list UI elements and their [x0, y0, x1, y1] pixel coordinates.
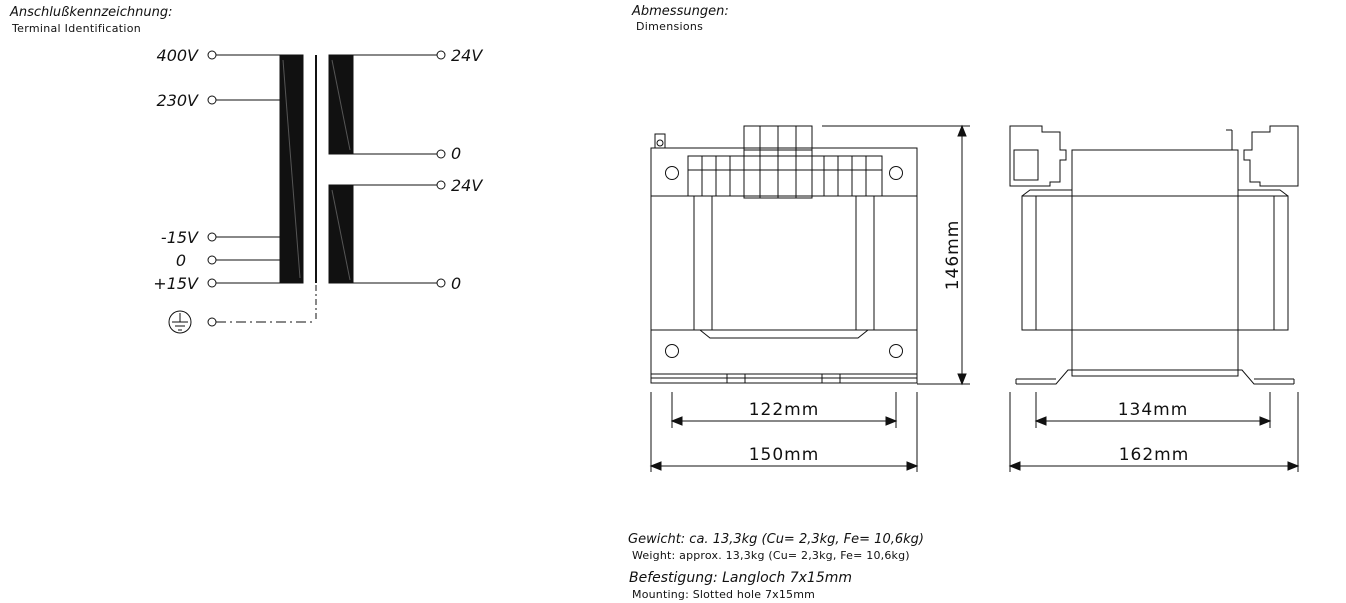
dimensions-title-en: Dimensions [636, 20, 704, 33]
front-outer-width-label: 150mm [748, 445, 820, 465]
label-plus15v: +15V [153, 274, 198, 293]
side-outer-width-label: 162mm [1118, 445, 1190, 465]
terminal-sec-24v-2-point [437, 181, 445, 189]
ground-icon [169, 311, 191, 333]
label-sec-0-1: 0 [451, 144, 462, 163]
weight-de: Gewicht: ca. 13,3kg (Cu= 2,3kg, Fe= 10,6kg) [628, 532, 924, 547]
terminal-sec-0-1-point [437, 150, 445, 158]
terminal-sec-0-2-point [437, 279, 445, 287]
label-230v: 230V [156, 91, 198, 110]
terminal-sec-24v-1-point [437, 51, 445, 59]
terminal-0-point [208, 256, 216, 264]
side-inner-width-label: 134mm [1117, 400, 1189, 420]
label-sec-24v-1: 24V [451, 46, 483, 65]
transformer-schematic [169, 51, 445, 333]
mounting-en: Mounting: Slotted hole 7x15mm [632, 588, 816, 601]
terminal-ground-point [208, 318, 216, 326]
mounting-de: Befestigung: Langloch 7x15mm [629, 570, 853, 586]
front-inner-width-label: 122mm [748, 400, 820, 420]
side-view [1010, 126, 1298, 384]
terminal-400v-point [208, 51, 216, 59]
front-core-outline [651, 148, 917, 378]
terminal-title-en: Terminal Identification [12, 22, 142, 35]
terminal-plus15v-point [208, 279, 216, 287]
terminal-title-de: Anschlußkennzeichnung: [10, 5, 173, 20]
label-sec-0-2: 0 [451, 274, 462, 293]
label-sec-24v-2: 24V [451, 176, 483, 195]
dimensions-title-de: Abmessungen: [632, 4, 729, 19]
label-minus15v: -15V [160, 228, 198, 247]
label-400v: 400V [156, 46, 198, 65]
label-0: 0 [175, 251, 186, 270]
terminal-230v-point [208, 96, 216, 104]
weight-en: Weight: approx. 13,3kg (Cu= 2,3kg, Fe= 10,6kg) [632, 549, 910, 562]
height-label: 146mm [943, 219, 963, 291]
terminal-minus15v-point [208, 233, 216, 241]
front-view [651, 126, 917, 383]
